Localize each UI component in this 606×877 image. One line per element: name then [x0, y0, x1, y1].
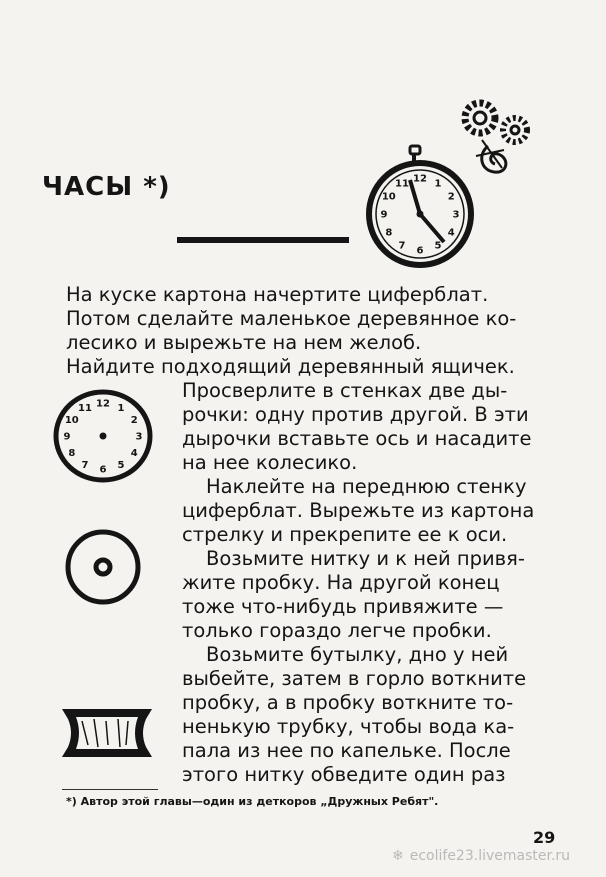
dial-numeral: 10: [64, 415, 79, 426]
dial-numeral: 1: [117, 402, 125, 414]
text-line-21: этого нитку обведите один раз: [182, 763, 506, 786]
pocket-watch-numeral: 3: [452, 209, 460, 221]
dial-numeral: 2: [130, 415, 138, 426]
footnote: *) Автор этой главы—один из деткоров „Дружных Ребят".: [66, 795, 439, 808]
text-line-12: Возьмите нитку и к ней привя-: [206, 547, 525, 570]
footnote-divider: [62, 789, 158, 790]
pocket-watch-numeral: 6: [416, 245, 424, 257]
text-line-4: Найдите подходящий деревянный ящичек.: [66, 355, 515, 378]
text-line-8: на нее колесико.: [182, 451, 358, 474]
pocket-watch-numeral: 12: [413, 173, 427, 185]
page-number: 29: [533, 828, 556, 847]
text-line-11: стрелку и прекрепите ее к оси.: [182, 523, 508, 546]
pocket-watch-numeral: 10: [381, 191, 396, 203]
text-line-15: только гораздо легче пробки.: [182, 619, 492, 642]
text-line-20: пала из нее по капельке. После: [182, 739, 511, 762]
pocket-watch-numeral: 2: [447, 191, 455, 203]
text-line-18: пробку, а в пробку воткните то-: [182, 691, 514, 714]
dial-numeral: 4: [130, 448, 138, 459]
text-line-2: Потом сделайте маленькое деревянное ко-: [66, 307, 517, 330]
pocket-watch-numeral: 1: [434, 178, 442, 190]
dial-numeral: 6: [99, 464, 107, 476]
text-line-19: ненькую трубку, чтобы вода ка-: [182, 715, 515, 738]
text-line-5: Просверлите в стенках две ды-: [182, 379, 508, 402]
dial-numeral: 3: [135, 431, 143, 443]
dial-numeral: 12: [96, 398, 110, 410]
text-line-10: циферблат. Вырежьте из картона: [182, 499, 535, 522]
dial-numeral: 7: [81, 460, 89, 472]
snowflake-icon: ❄: [392, 848, 404, 864]
text-line-16: Возьмите бутылку, дно у ней: [206, 643, 509, 666]
dial-numeral: 8: [68, 448, 76, 459]
text-line-9: Наклейте на переднюю стенку: [206, 475, 527, 498]
text-line-14: тоже что-нибудь привяжите —: [182, 595, 504, 618]
pocket-watch-numeral: 4: [447, 227, 455, 239]
text-line-13: жите пробку. На другой конец: [182, 571, 500, 594]
wooden-wheel-icon: [64, 528, 142, 606]
pocket-watch-numeral: 5: [434, 240, 442, 252]
pocket-watch-numeral: 11: [395, 178, 409, 190]
pocket-watch-icon: [364, 146, 480, 268]
text-line-6: рочки: одну против другой. В эти: [182, 403, 529, 426]
watermark: [392, 848, 570, 864]
text-line-3: лесико и вырежьте на нем желоб.: [66, 331, 422, 354]
clock-dial-icon: [52, 388, 154, 484]
dial-numeral: 5: [117, 460, 125, 472]
watermark-text: ecolife23.livemaster.ru: [409, 848, 571, 864]
chapter-title: ЧАСЫ *): [42, 172, 171, 202]
text-line-17: выбейте, затем в горло воткните: [182, 667, 527, 690]
dial-numeral: 9: [63, 431, 71, 443]
text-line-7: дырочки вставьте ось и насадите: [182, 427, 532, 450]
text-line-1: На куске картона начертите циферблат.: [66, 283, 489, 306]
pocket-watch-numeral: 7: [398, 240, 406, 252]
pocket-watch-numeral: 8: [385, 227, 393, 239]
title-underline: [177, 237, 349, 243]
pocket-watch-numeral: 9: [380, 209, 388, 221]
dial-numeral: 11: [78, 402, 92, 414]
spool-icon: [60, 707, 154, 759]
